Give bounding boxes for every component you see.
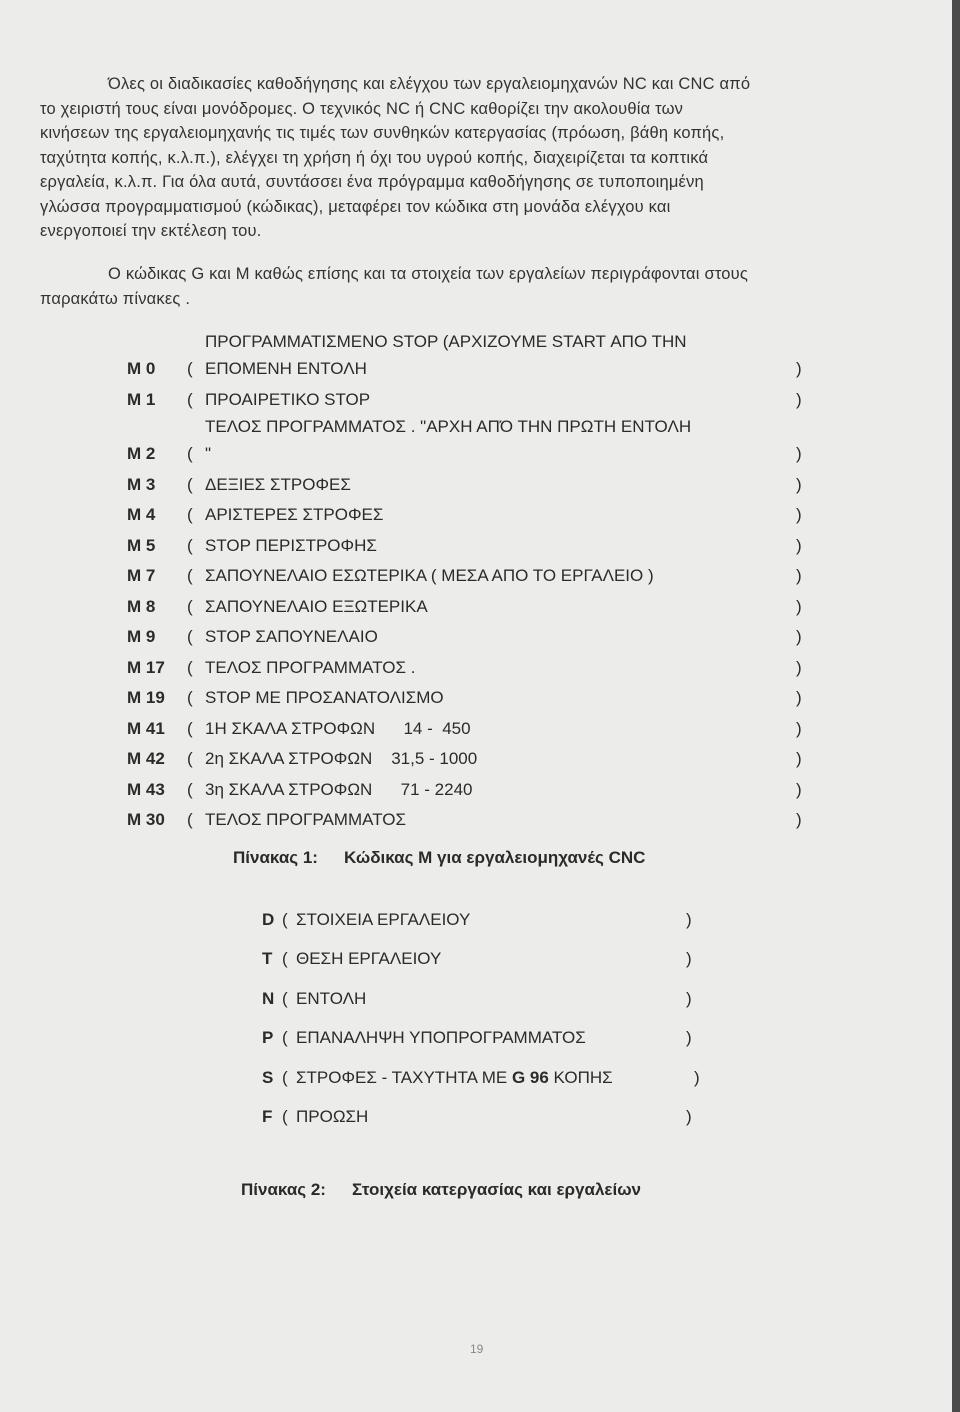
m-code: M 3 (127, 474, 156, 494)
close-paren: ) (796, 657, 802, 677)
close-paren: ) (686, 1028, 692, 1048)
parameter-code-table (262, 906, 722, 1142)
caption-text: Στοιχεία κατεργασίας και εργαλείων (351, 1180, 642, 1199)
open-paren: ( (187, 779, 193, 799)
m-code-text: 2η ΣΚΑΛΑ ΣΤΡΟΦΩΝ 31,5 - 1000 (205, 749, 478, 768)
m-code: M 17 (127, 657, 165, 677)
close-paren: ) (686, 949, 692, 969)
param-text: ΣΤΡΟΦΕΣ - ΤΑΧΥΤΗΤΑ ΜΕ (296, 1067, 508, 1087)
close-paren: ) (796, 749, 802, 768)
close-paren: ) (796, 444, 802, 463)
close-paren: ) (796, 718, 802, 738)
paragraph-line: κινήσεων της εργαλειομηχανής τις τιμές των συνθηκών κατεργασίας (πρόωση, βάθη κοπής, (40, 124, 725, 142)
m-code-text: ΔΕΞΙΕΣ ΣΤΡΟΦΕΣ (205, 474, 351, 494)
caption-text: Κώδικας M για εργαλειομηχανές CNC (343, 848, 646, 867)
m-code-text: ΠΡΟΓΡΑΜΜΑΤΙΣΜΕΝΟ STOP (ΑΡΧΙΖΟΥΜΕ START ΑΠΟ ΤΗΝ (205, 332, 687, 351)
open-paren: ( (187, 566, 193, 585)
param-code: D (262, 910, 275, 929)
table-row (262, 906, 722, 945)
open-paren: ( (282, 1106, 288, 1126)
m-code-text: STOP ΣΑΠΟΥΝΕΛΑΙΟ (205, 627, 378, 646)
caption-label: Πίνακας 1: (233, 848, 318, 867)
param-text-tail: ΚΟΠΗΣ (553, 1067, 613, 1087)
table-row-continuation (127, 330, 827, 354)
table-row (262, 1064, 722, 1103)
paragraph-line: το χειριστή τους είναι μονόδρομες. Ο τεχνικός NC ή CNC καθορίζει την ακολουθία των (40, 99, 684, 118)
paragraph-line: γλώσσα προγραμματισμού (κώδικας), μεταφέρει τον κώδικα στη μονάδα ελέγχου και (40, 197, 671, 216)
m-code-text: STOP ΠΕΡΙΣΤΡΟΦΗΣ (205, 535, 377, 555)
m-code: M 41 (127, 718, 165, 738)
table-row (127, 714, 827, 745)
page-number: 19 (470, 1342, 484, 1356)
param-text: ΕΠΑΝΑΛΗΨΗ ΥΠΟΠΡΟΓΡΑΜΜΑΤΟΣ (296, 1028, 586, 1048)
m-code: M 43 (127, 779, 165, 799)
close-paren: ) (796, 627, 802, 646)
open-paren: ( (187, 389, 193, 409)
paragraph-line: ταχύτητα κοπής, κ.λ.π.), ελέγχει τη χρήση ή όχι του υγρού κοπής, διαχειρίζεται τα κοπτικά (40, 148, 709, 167)
m-code-text: ΤΕΛΟΣ ΠΡΟΓΡΑΜΜΑΤΟΣ (205, 810, 407, 829)
table-row (127, 653, 827, 684)
open-paren: ( (187, 688, 193, 707)
open-paren: ( (187, 444, 193, 463)
m-code-text: ΠΡΟΑΙΡΕΤΙΚΟ STOP (205, 389, 371, 409)
table-row (262, 1024, 722, 1063)
param-text-group (296, 1064, 613, 1092)
close-paren: ) (796, 474, 802, 494)
open-paren: ( (187, 474, 193, 494)
open-paren: ( (282, 1028, 288, 1048)
table2-caption (241, 1180, 641, 1200)
m-code: M 1 (127, 389, 156, 409)
m-code-text: 3η ΣΚΑΛΑ ΣΤΡΟΦΩΝ 71 - 2240 (205, 779, 473, 799)
param-text: ΠΡΟΩΣΗ (296, 1106, 369, 1126)
table1-caption (233, 848, 645, 868)
param-code: T (262, 949, 273, 969)
close-paren: ) (796, 566, 802, 585)
paragraph-line: ενεργοποιεί την εκτέλεση του. (40, 222, 262, 240)
paragraph-line: παρακάτω πίνακες . (40, 289, 191, 308)
table-row (262, 945, 722, 984)
close-paren: ) (686, 910, 692, 929)
m-code-text: ΣΑΠΟΥΝΕΛΑΙΟ ΕΣΩΤΕΡΙΚΑ ( ΜΕΣΑ ΑΠΟ ΤΟ ΕΡΓΑΛΕΙΟ ) (205, 566, 654, 585)
open-paren: ( (187, 749, 193, 768)
table-row (127, 385, 827, 416)
param-code: S (262, 1067, 274, 1087)
open-paren: ( (282, 910, 288, 929)
param-code: P (262, 1028, 274, 1048)
intro-paragraph (40, 72, 908, 244)
close-paren: ) (796, 810, 802, 829)
table-row (127, 500, 827, 531)
m-code-text: ΕΠΟΜΕΝΗ ΕΝΤΟΛΗ (205, 359, 367, 378)
table-row (127, 744, 827, 775)
m-code: M 0 (127, 359, 156, 378)
paragraph-line: Όλες οι διαδικασίες καθοδήγησης και ελέγχου των εργαλειομηχανών NC και CNC από (108, 75, 751, 93)
table-row (127, 775, 827, 806)
param-code: N (262, 988, 275, 1008)
open-paren: ( (187, 596, 193, 616)
param-text: ΕΝΤΟΛΗ (296, 988, 367, 1008)
table-row-continuation (127, 415, 827, 439)
m-code: M 42 (127, 749, 165, 768)
table-row (127, 622, 827, 653)
table-row (127, 805, 827, 836)
m-code-text: ΤΕΛΟΣ ΠΡΟΓΡΑΜΜΑΤΟΣ . "ΑΡΧΗ ΑΠΌ ΤΗΝ ΠΡΩΤΗ ΕΝΤΟΛΗ (205, 417, 692, 436)
open-paren: ( (282, 1067, 288, 1087)
open-paren: ( (187, 657, 193, 677)
m-code: M 9 (127, 627, 156, 646)
open-paren: ( (187, 627, 193, 646)
close-paren: ) (796, 779, 802, 799)
param-text: ΣΤΟΙΧΕΙΑ ΕΡΓΑΛΕΙΟΥ (296, 910, 471, 929)
table-row (127, 470, 827, 501)
close-paren: ) (796, 505, 802, 524)
m-code-text: ΣΑΠΟΥΝΕΛΑΙΟ ΕΞΩΤΕΡΙΚΑ (205, 596, 428, 616)
table-row (127, 354, 827, 385)
table-row (262, 985, 722, 1024)
open-paren: ( (187, 535, 193, 555)
m-code: M 4 (127, 505, 156, 524)
m-code-text: STOP ΜΕ ΠΡΟΣΑΝΑΤΟΛΙΣΜΟ (205, 688, 444, 707)
close-paren: ) (796, 596, 802, 616)
close-paren: ) (686, 988, 692, 1008)
m-code: M 7 (127, 566, 156, 585)
scan-edge (952, 0, 960, 1412)
table-row (127, 531, 827, 562)
caption-label: Πίνακας 2: (241, 1180, 326, 1199)
m-code-table (127, 330, 827, 836)
m-code: M 2 (127, 444, 156, 463)
open-paren: ( (187, 718, 193, 738)
table-row (127, 561, 827, 592)
m-code: M 19 (127, 688, 165, 707)
open-paren: ( (187, 810, 193, 829)
open-paren: ( (282, 949, 288, 969)
table-row (262, 1103, 722, 1142)
m-code: M 8 (127, 596, 156, 616)
paragraph-line: Ο κώδικας G και M καθώς επίσης και τα στοιχεία των εργαλείων περιγράφονται στους (108, 265, 749, 283)
close-paren: ) (796, 389, 802, 409)
table-row (127, 683, 827, 714)
close-paren: ) (796, 535, 802, 555)
m-code-text: ΤΕΛΟΣ ΠΡΟΓΡΑΜΜΑΤΟΣ . (205, 657, 416, 677)
close-paren: ) (694, 1067, 700, 1087)
table-row (127, 439, 827, 470)
m-code-text: ΑΡΙΣΤΕΡΕΣ ΣΤΡΟΦΕΣ (205, 505, 384, 524)
m-code-text: " (205, 444, 212, 463)
m-code-text: 1Η ΣΚΑΛΑ ΣΤΡΟΦΩΝ 14 - 450 (205, 718, 471, 738)
open-paren: ( (187, 505, 193, 524)
param-code: F (262, 1106, 273, 1126)
open-paren: ( (282, 988, 288, 1008)
m-code: M 5 (127, 535, 156, 555)
param-text: ΘΕΣΗ ΕΡΓΑΛΕΙΟΥ (296, 949, 442, 969)
m-code: M 30 (127, 810, 165, 829)
open-paren: ( (187, 359, 193, 378)
param-text-bold: G 96 (511, 1067, 549, 1087)
table-row (127, 592, 827, 623)
close-paren: ) (686, 1106, 692, 1126)
paragraph-line: εργαλεία, κ.λ.π. Για όλα αυτά, συντάσσει ένα πρόγραμμα καθοδήγησης σε τυποποιημένη (40, 173, 704, 191)
close-paren: ) (796, 688, 802, 707)
close-paren: ) (796, 359, 802, 378)
tables-intro-paragraph (40, 262, 908, 311)
